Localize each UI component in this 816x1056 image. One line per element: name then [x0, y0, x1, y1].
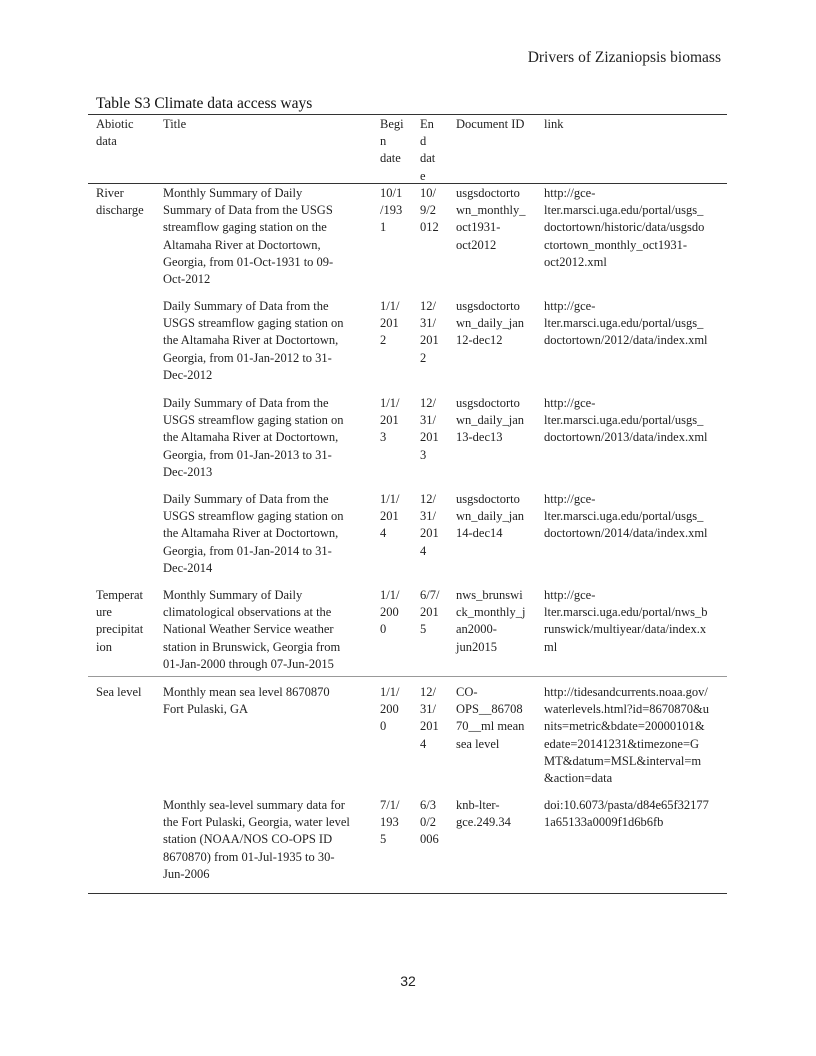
table-header-rule [88, 183, 727, 184]
table-cell-document-id: usgsdoctorto wn_daily_jan 14-dec14 [456, 492, 525, 541]
table-cell-begin-date: 1/1/ 201 4 [380, 492, 400, 541]
row-divider [88, 676, 727, 677]
table-cell-end-date: 12/ 31/ 201 4 [420, 492, 439, 558]
table-cell-link[interactable]: http://gce- lter.marsci.uga.edu/portal/usgs_ doctortown/2014/data/index.xml [544, 492, 708, 541]
table-cell-end-date: 10/ 9/2 012 [420, 186, 439, 235]
column-header-begin-date: Begi n date [380, 117, 404, 166]
table-cell-end-date: 12/ 31/ 201 2 [420, 299, 439, 365]
table-cell-link[interactable]: http://gce- lter.marsci.uga.edu/portal/usgs_ doctortown/2013/data/index.xml [544, 396, 708, 445]
table-cell-document-id: CO- OPS__86708 70__ml mean sea level [456, 685, 525, 751]
table-cell-title: Daily Summary of Data from the USGS streamflow gaging station on the Altamaha River at Doctortown, Georgia, from 01-Jan-2013 to 31- Dec-2013 [163, 396, 344, 479]
table-cell-link[interactable]: http://gce- lter.marsci.uga.edu/portal/usgs_ doctortown/historic/data/usgsdo ctortown_monthly_oct1931- oct2012.xml [544, 186, 705, 269]
table-cell-end-date: 6/7/ 201 5 [420, 588, 440, 637]
table-cell-document-id: usgsdoctorto wn_daily_jan 12-dec12 [456, 299, 525, 348]
table-cell-end-date: 6/3 0/2 006 [420, 798, 439, 847]
column-header-end-date: En d dat e [420, 117, 436, 183]
table-top-rule [88, 114, 727, 115]
table-cell-link[interactable]: http://gce- lter.marsci.uga.edu/portal/usgs_ doctortown/2012/data/index.xml [544, 299, 708, 348]
table-cell-document-id: usgsdoctorto wn_monthly_ oct1931- oct2012 [456, 186, 526, 252]
table-cell-title: Monthly Summary of Daily Summary of Data from the USGS streamflow gaging station on the Altamaha River at Doctortown, Georgia, from 01-Oct-1931 to 09- Oct-2012 [163, 186, 334, 287]
table-cell-link[interactable]: http://tidesandcurrents.noaa.gov/ waterlevels.html?id=8670870&u nits=metric&bdate=20000101& edate=20141231&timezone=G MT&datum=MSL&interval=m &action=data [544, 685, 710, 786]
table-bottom-rule [88, 893, 727, 894]
table-cell-title: Daily Summary of Data from the USGS streamflow gaging station on the Altamaha River at Doctortown, Georgia, from 01-Jan-2012 to 31- Dec-2012 [163, 299, 344, 382]
table-cell-title: Monthly Summary of Daily climatological observations at the National Weather Service weather station in Brunswick, Georgia from 01-Jan-2000 through 07-Jun-2015 [163, 588, 341, 671]
page-number: 32 [400, 973, 416, 989]
column-header-title: Title [163, 117, 187, 131]
table-cell-begin-date: 1/1/ 201 3 [380, 396, 400, 445]
column-header-document-id: Document ID [456, 117, 525, 131]
table-cell-abiotic: River discharge [96, 186, 144, 218]
table-cell-document-id: usgsdoctorto wn_daily_jan 13-dec13 [456, 396, 525, 445]
table-cell-begin-date: 1/1/ 200 0 [380, 685, 400, 734]
table-cell-begin-date: 1/1/ 201 2 [380, 299, 400, 348]
running-header: Drivers of Zizaniopsis biomass [527, 49, 721, 66]
table-caption: Table S3 Climate data access ways [96, 95, 313, 112]
table-cell-title: Monthly sea-level summary data for the Fort Pulaski, Georgia, water level station (NOAA/NOS CO-OPS ID 8670870) from 01-Jul-1935 to 30- Jun-2006 [163, 798, 350, 881]
table-cell-link: doi:10.6073/pasta/d84e65f32177 1a65133a0009f1d6b6fb [544, 798, 709, 830]
table-cell-begin-date: 10/1 /193 1 [380, 186, 403, 235]
table-cell-abiotic: Temperat ure precipitat ion [96, 588, 144, 654]
table-cell-begin-date: 1/1/ 200 0 [380, 588, 400, 637]
table-cell-document-id: knb-lter- gce.249.34 [456, 798, 511, 830]
table-cell-end-date: 12/ 31/ 201 3 [420, 396, 439, 462]
table-cell-end-date: 12/ 31/ 201 4 [420, 685, 439, 751]
table-cell-title: Daily Summary of Data from the USGS streamflow gaging station on the Altamaha River at Doctortown, Georgia, from 01-Jan-2014 to 31- Dec-2014 [163, 492, 344, 575]
table-cell-link[interactable]: http://gce- lter.marsci.uga.edu/portal/nws_b runswick/multiyear/data/index.x ml [544, 588, 708, 654]
table-cell-title: Monthly mean sea level 8670870 Fort Pulaski, GA [163, 685, 330, 717]
column-header-abiotic: Abiotic data [96, 117, 134, 149]
table-cell-begin-date: 7/1/ 193 5 [380, 798, 400, 847]
table-cell-abiotic: Sea level [96, 685, 142, 699]
column-header-link: link [544, 117, 564, 131]
table-cell-document-id: nws_brunswi ck_monthly_j an2000- jun2015 [456, 588, 526, 654]
